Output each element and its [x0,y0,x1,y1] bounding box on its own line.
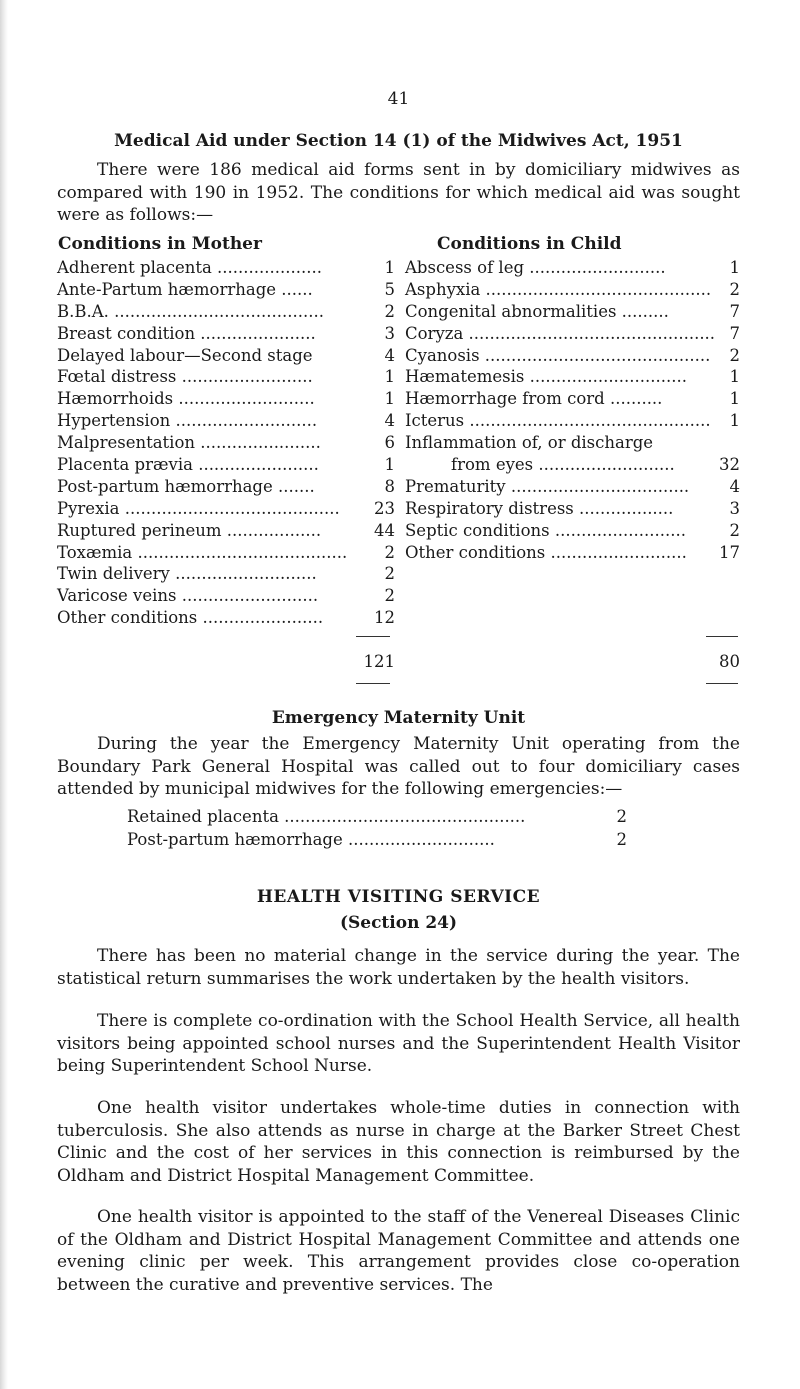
condition-label: Hæmorrhoids .......................... [57,389,315,409]
condition-count: 2 [384,301,395,321]
condition-count: 12 [374,608,395,628]
list-item [405,542,740,564]
condition-count: 2 [384,564,395,584]
condition-label: from eyes .......................... [451,455,675,475]
condition-label: Hypertension ........................... [57,411,318,431]
condition-label: Twin delivery ........................... [57,564,317,584]
condition-label: Cyanosis ........................................... [405,345,711,365]
section-24-subtitle: (Section 24) [339,913,458,933]
condition-count: 2 [384,586,395,606]
condition-label: Breast condition ...................... [57,323,316,343]
list-item [405,301,740,323]
condition-count: 8 [384,476,395,496]
list-item [57,585,395,607]
mother-total-rule-bottom [356,683,390,684]
condition-label: Post-partum hæmorrhage ............................ [127,830,495,849]
condition-count: 4 [729,476,740,496]
list-item [57,454,395,476]
condition-count: 32 [719,455,740,475]
mother-total: 121 [363,652,395,671]
list-item [57,366,395,388]
condition-label: Placenta prævia ....................... [57,455,319,475]
condition-count: 4 [384,345,395,365]
list-item [57,410,395,432]
condition-count: 2 [616,830,627,849]
list-item [405,257,740,279]
list-item [57,498,395,520]
list-item [405,279,740,301]
section-title-medical-aid: Medical Aid under Section 14 (1) of the Midwives Act, 1951 [114,131,683,151]
health-paragraph-1: There has been no material change in the service during the year. The statistical return summarises the work undertaken by the health visitors. [57,946,740,989]
condition-count: 2 [729,279,740,299]
condition-label: Malpresentation ....................... [57,433,321,453]
condition-count: 1 [729,258,740,277]
condition-count: 7 [729,301,740,321]
list-item [405,498,740,520]
child-total-rule-bottom [706,683,738,684]
condition-count: 2 [729,345,740,365]
health-paragraph-4: One health visitor is appointed to the staff of the Venereal Diseases Clinic of the Oldham and District Hospital Management Committee and attends one evening clinic per week. This arrangement provides close co-operation between the curative and preventive services. The [57,1207,740,1295]
condition-count: 17 [719,542,740,562]
list-item [57,323,395,345]
condition-label: Icterus .............................................. [405,411,711,431]
page-edge-shadow [0,0,8,1389]
condition-count: 1 [729,411,740,431]
condition-label: Retained placenta .............................................. [127,807,526,826]
condition-label: Respiratory distress .................. [405,498,674,518]
list-item [57,388,395,410]
list-item [57,301,395,323]
child-total: 80 [719,652,740,671]
mother-column-heading: Conditions in Mother [58,234,262,254]
condition-label: Ante-Partum hæmorrhage ...... [57,279,313,299]
condition-label: Prematurity .................................. [405,476,690,496]
emergency-paragraph: During the year the Emergency Maternity Unit operating from the Boundary Park General Hospital was called out to four domiciliary cases attended by municipal midwives for the following emergencies:— [57,734,740,799]
condition-count: 2 [729,520,740,540]
list-item [405,366,740,388]
mother-conditions-list [57,257,395,629]
condition-label: Toxæmia ........................................ [57,542,348,562]
list-item [127,828,627,851]
list-item [57,542,395,564]
list-item [57,257,395,279]
list-item [405,454,740,476]
child-column-heading: Conditions in Child [437,234,622,254]
list-item [405,432,740,454]
condition-count: 6 [384,433,395,453]
emergency-list [127,805,627,851]
list-item [127,805,627,828]
list-item [405,520,740,542]
condition-count: 7 [729,323,740,343]
list-item [57,563,395,585]
child-total-rule-top [706,636,738,637]
list-item [405,410,740,432]
condition-count: 4 [384,411,395,431]
condition-label: B.B.A. ........................................ [57,301,324,321]
condition-count: 2 [384,542,395,562]
condition-label: Varicose veins .......................... [57,586,319,606]
list-item [57,345,395,367]
health-visiting-heading: HEALTH VISITING SERVICE [256,887,541,907]
child-conditions-list [405,257,740,563]
condition-label: Hæmatemesis .............................. [405,367,687,387]
list-item [405,345,740,367]
emergency-heading: Emergency Maternity Unit [271,708,526,728]
condition-count: 1 [729,367,740,387]
condition-label: Hæmorrhage from cord .......... [405,389,663,409]
condition-label: Post-partum hæmorrhage ....... [57,476,315,496]
list-item [57,279,395,301]
condition-count: 2 [616,807,627,826]
condition-count: 1 [729,389,740,409]
health-paragraph-3: One health visitor undertakes whole-time duties in connection with tuberculosis. She also attends as nurse in charge at the Barker Street Chest Clinic and the cost of her services in this connection is reimbursed by the Oldham and District Hospital Management Committee. [57,1098,740,1186]
list-item [57,476,395,498]
condition-label: Abscess of leg .......................... [405,258,666,277]
condition-label: Fœtal distress ......................... [57,367,313,387]
condition-label: Delayed labour—Second stage [57,345,313,365]
condition-count: 1 [384,367,395,387]
condition-label: Adherent placenta .................... [57,258,322,277]
condition-label: Other conditions .......................... [405,542,687,562]
condition-count: 44 [374,520,395,540]
condition-label: Inflammation of, or discharge [405,433,654,453]
list-item [405,476,740,498]
list-item [57,607,395,629]
condition-label: Congenital abnormalities ......... [405,301,669,321]
list-item [57,520,395,542]
condition-label: Ruptured perineum .................. [57,520,322,540]
condition-count: 3 [384,323,395,343]
condition-count: 1 [384,389,395,409]
condition-count: 5 [384,279,395,299]
condition-label: Asphyxia ........................................... [405,279,712,299]
condition-count: 1 [384,258,395,277]
condition-count: 1 [384,455,395,475]
list-item [405,388,740,410]
health-paragraph-2: There is complete co-ordination with the School Health Service, all health visitors being appointed school nurses and the Superintendent Health Visitor being Superintendent School Nurse. [57,1011,740,1076]
condition-count: 23 [374,498,395,518]
mother-total-rule-top [356,636,390,637]
condition-label: Coryza ............................................... [405,323,716,343]
page-number: 41 [387,89,410,109]
intro-paragraph: There were 186 medical aid forms sent in by domiciliary midwives as compared with 190 in 1952. The conditions for which medical aid was sought were as follows:— [57,160,740,225]
condition-label: Septic conditions ......................... [405,520,686,540]
list-item [405,323,740,345]
condition-count: 3 [729,498,740,518]
list-item [57,432,395,454]
condition-label: Other conditions ....................... [57,608,324,628]
condition-label: Pyrexia ......................................... [57,498,340,518]
